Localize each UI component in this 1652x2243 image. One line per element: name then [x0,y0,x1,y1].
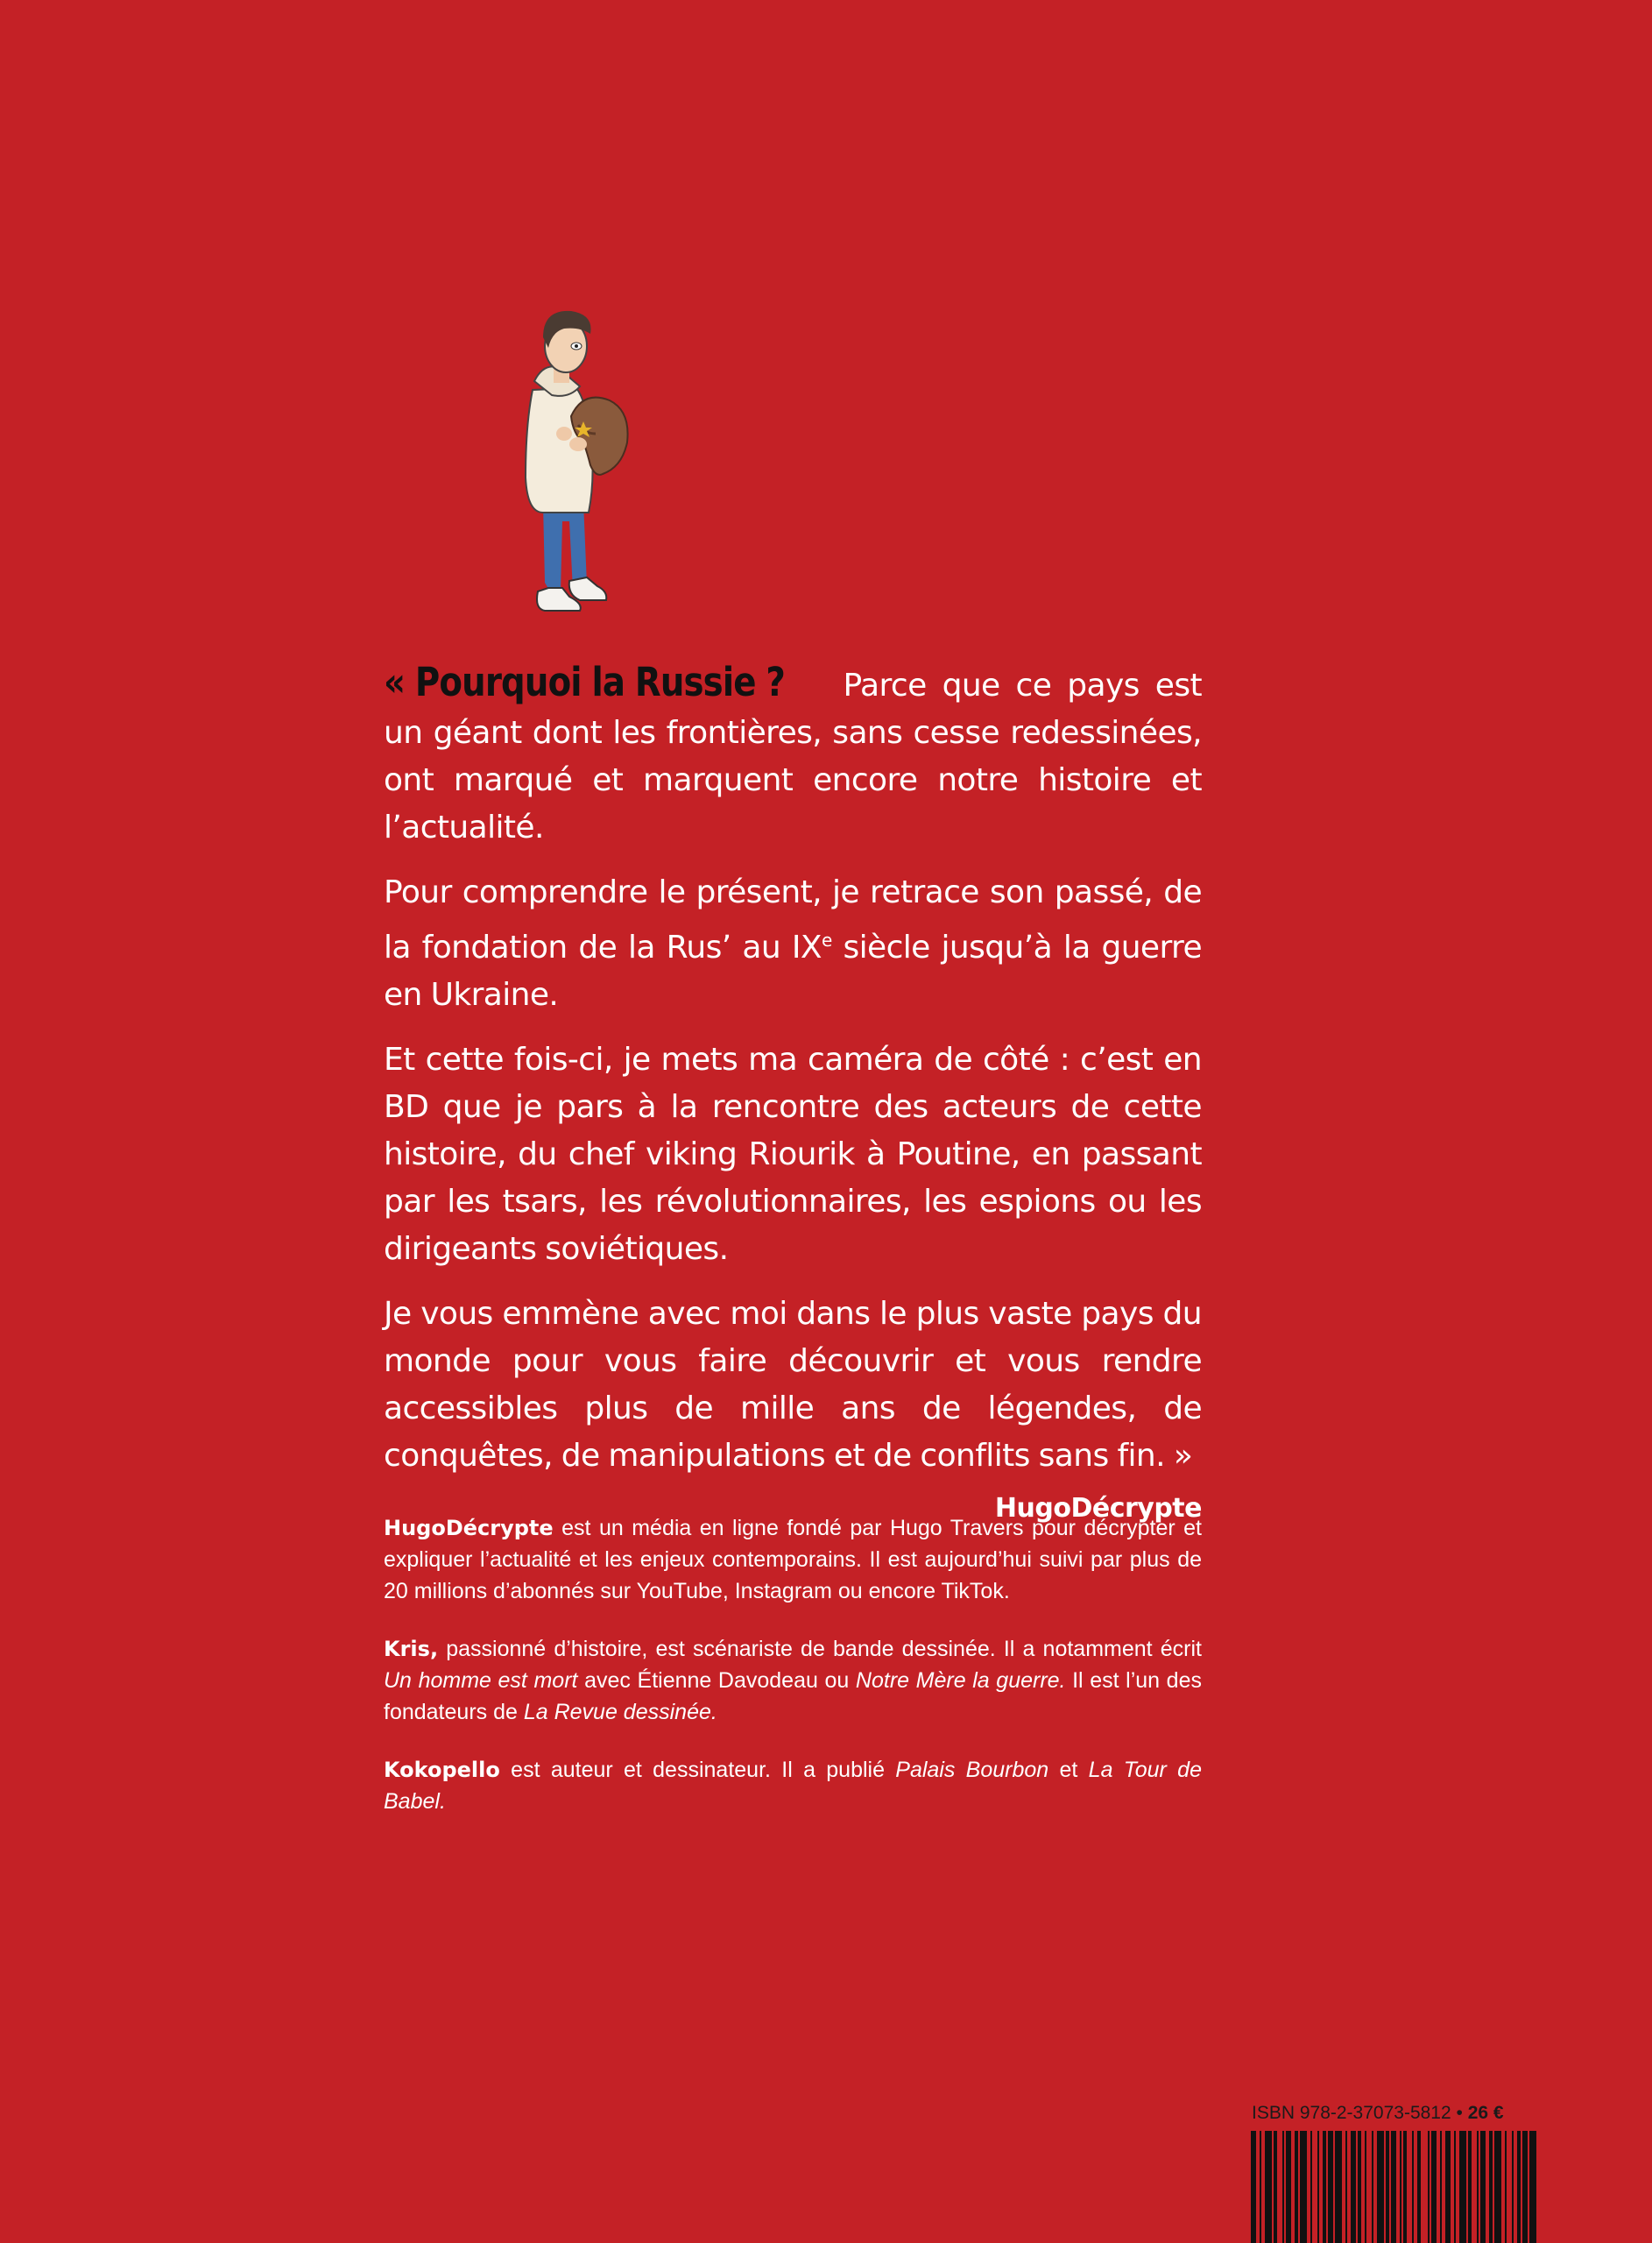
quote-paragraph-1 [384,659,1202,852]
quote-paragraph-2-text-b: siècle jusqu’à la guerre en Ukraine. [384,930,1203,1013]
barcode-icon [1247,2131,1543,2243]
quote-paragraph-4: Je vous emmène avec moi dans le plus vaste pays du monde pour vous faire découvrir et vous rendre accessibles plus de mille ans de légendes, de conquêtes, de manipulations et de conflits sans fin. » [384,1296,1202,1474]
isbn-text: ISBN 978-2-37073-5812 • [1252,2103,1463,2123]
bio-kris-name: Kris, [384,1637,439,1661]
bio-kokopello-title-1: Palais Bourbon [895,1758,1049,1782]
bio-kokopello-name: Kokopello [384,1758,500,1782]
bio-kokopello-title-2: La Tour de Babel. [384,1758,1202,1814]
quote-paragraph-2 [384,869,1202,1019]
quote-paragraph-2-superscript: e [821,930,832,951]
bio-kris-title-2: Notre Mère la guerre. [855,1668,1066,1693]
bio-hugodecrypte-text: est un média en ligne fondé par Hugo Travers pour décrypter et expliquer l’actualité et les enjeux contemporains. Il est aujourd’hui suivi par plus de 20 millions d’abonnés sur YouTube, Instagram ou encore TikTok. [384,1516,1202,1603]
quote-signature: HugoDécrypte [994,1493,1202,1524]
quote-paragraph-1-text: Parce que ce pays est un géant dont les frontières, sans cesse redessinées, ont marqué et marquent encore notre histoire et l’actualité. [384,668,1203,846]
bio-kris-title-1: Un homme est mort [384,1668,578,1693]
bio-kokopello [384,1754,1202,1817]
bio-kokopello-text-1: est auteur et dessinateur. Il a publié [499,1758,896,1782]
bio-hugodecrypte-name: HugoDécrypte [384,1516,554,1540]
isbn-price-line [1252,2103,1543,2124]
bio-kris-title-3: La Revue dessinée. [523,1700,717,1724]
quote-paragraph-3: Et cette fois-ci, je mets ma caméra de côté : c’est en BD que je pars à la rencontre des acteurs de cette histoire, du chef viking Riourik à Poutine, en passant par les tsars, les révolutionnaires, les espions ou les dirigeants soviétiques. [384,1042,1202,1267]
character-illustration-icon [499,302,657,640]
quote-lead-heading: « Pourquoi la Russie ? [384,659,785,705]
bio-kris-text-1: passionné d’histoire, est scénariste de bande dessinée. Il a notamment écrit [438,1637,1202,1661]
bio-kris-text-3: Il est l’un des fondateurs de [384,1668,1202,1724]
price-text: 26 € [1467,2103,1504,2123]
bio-kokopello-text-2: et [1048,1758,1089,1782]
bio-kris-text-2: avec Étienne Davodeau ou [577,1668,856,1693]
bio-hugodecrypte [384,1512,1202,1607]
quote-block [384,659,1202,1532]
barcode-container [1247,2131,1543,2243]
bio-kris [384,1633,1202,1728]
quote-paragraph-2-text-a: Pour comprendre le présent, je retrace son passé, de la fondation de la Rus’ au IX [384,874,1202,966]
author-bios [384,1512,1202,1843]
